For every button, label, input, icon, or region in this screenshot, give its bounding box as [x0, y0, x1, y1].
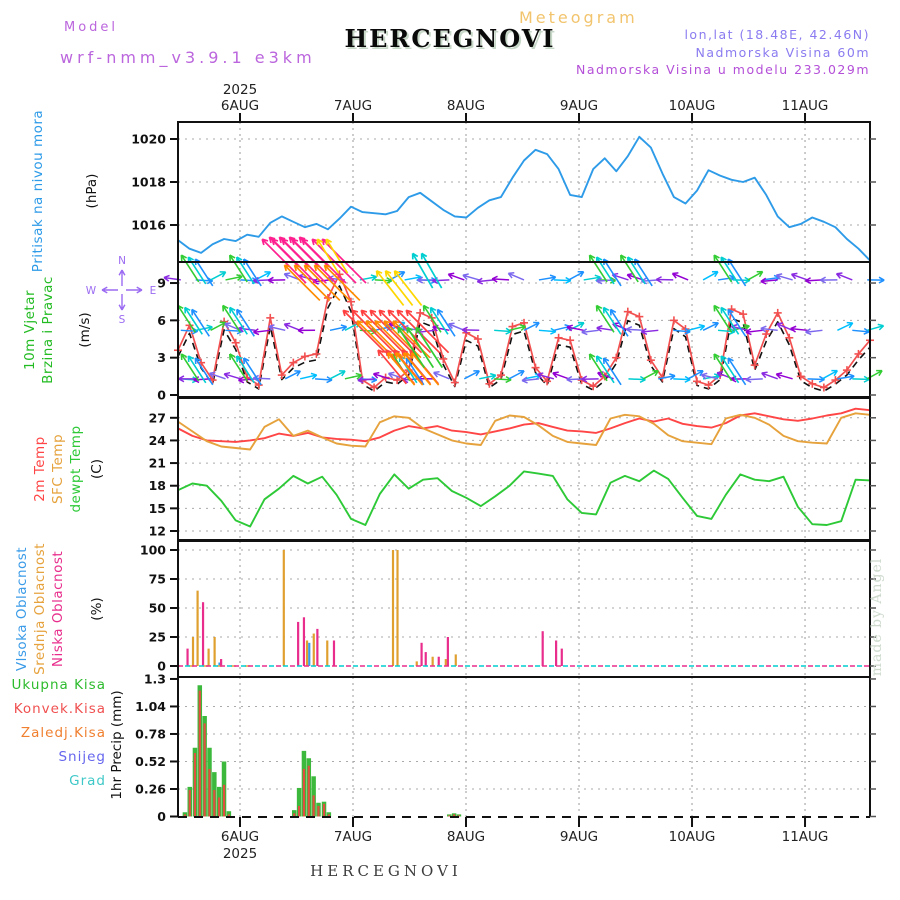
- wind-direction-arrow: [626, 327, 643, 333]
- y-tick-label: 21: [148, 455, 166, 471]
- bottom-axis-day-label: 6AUG: [220, 829, 260, 845]
- compass-west-arrow: [102, 287, 118, 293]
- compass-south-arrow: [119, 294, 125, 310]
- elevation-info: Nadmorska Visina 60m: [695, 45, 870, 60]
- station-title: HERCEGNOVI: [344, 24, 556, 53]
- wind-direction-arrow: [330, 325, 347, 331]
- wind-direction-arrow: [330, 371, 345, 379]
- y-tick-label: 50: [148, 600, 166, 616]
- bottom-axis-year-label: 2025: [222, 846, 258, 862]
- wind-direction-arrow: [718, 275, 735, 281]
- wind-direction-arrow: [434, 372, 450, 379]
- wind-direction-arrow: [852, 376, 869, 382]
- wind-direction-arrow: [433, 325, 450, 331]
- wind-direction-arrow: [448, 273, 464, 280]
- wind-direction-arrow: [211, 272, 226, 280]
- lonlat-info: lon,lat (18.48E, 42.46N): [684, 27, 870, 42]
- pressure-panel-border: [178, 122, 870, 262]
- top-axis-day-label: 6AUG: [220, 98, 260, 114]
- wind-gust-arrow: [352, 310, 394, 352]
- wind-direction-arrow: [569, 272, 584, 280]
- wind-direction-arrow: [492, 276, 509, 282]
- wind-direction-arrow: [539, 328, 556, 334]
- y-tick-label: 24: [148, 432, 166, 448]
- wind-direction-arrow: [508, 273, 524, 280]
- y-tick-label: 18: [148, 478, 166, 494]
- wind-direction-arrow: [582, 376, 599, 382]
- wind-direction-arrow: [224, 373, 240, 379]
- y-tick-label: 15: [148, 500, 166, 516]
- wind-direction-arrow: [805, 278, 822, 284]
- cloud-high-label: Vlsoka Oblacnost: [14, 546, 30, 672]
- footer-station-title: HERCEGNOVI: [310, 862, 462, 880]
- wind-direction-arrow: [494, 328, 511, 334]
- top-axis-year-label: 2025: [222, 82, 258, 98]
- cloud-mid-label: Srednja Oblacnost: [32, 543, 48, 675]
- wind-direction-arrow: [748, 272, 763, 280]
- wind-direction-arrow: [582, 329, 599, 335]
- wind-direction-arrow: [776, 373, 792, 379]
- y-tick-label: 0: [157, 658, 166, 674]
- wind-direction-arrow: [298, 328, 315, 334]
- compass-east-label: E: [149, 285, 157, 297]
- y-tick-label: 6: [157, 312, 166, 328]
- wind-direction-arrow: [539, 275, 556, 281]
- y-tick-label: 9: [157, 275, 166, 291]
- temp-sfc-label: SFC Temp: [50, 433, 66, 505]
- y-tick-label: 3: [157, 350, 166, 366]
- compass-south-label: S: [118, 314, 126, 326]
- wind-direction-arrow: [628, 377, 645, 383]
- temp-dewpt-label: dewpt Temp: [68, 425, 84, 513]
- wind-direction-arrow: [464, 371, 479, 379]
- top-axis-day-label: 8AUG: [446, 98, 486, 114]
- wind-direction-arrow: [673, 377, 690, 383]
- cloud-unit-label: (%): [89, 597, 105, 621]
- wind-direction-arrow: [688, 325, 704, 331]
- y-tick-label: 27: [148, 410, 166, 426]
- watermark: made by Angel: [869, 557, 885, 677]
- cloud-panel-border: [178, 541, 870, 677]
- wind-direction-arrow: [553, 372, 569, 379]
- wind-direction-arrow: [746, 329, 763, 335]
- cloud-low-label: Niska Oblacnost: [50, 550, 66, 668]
- model-elevation-info: Nadmorska Visina u modelu 233.029m: [576, 62, 870, 77]
- compass-east-arrow: [126, 287, 142, 293]
- wind-direction-arrow: [641, 329, 658, 335]
- bottom-axis-day-label: 11AUG: [781, 829, 829, 845]
- y-tick-label: 100: [139, 542, 166, 558]
- wind-direction-arrow: [762, 372, 778, 379]
- wind-direction-arrow: [462, 327, 479, 333]
- wind-direction-arrow: [284, 323, 300, 330]
- precip-legend-konvek: Konvek.Kisa: [13, 701, 106, 717]
- wind-direction-arrow: [837, 323, 852, 331]
- wind-direction-arrow: [656, 277, 673, 283]
- y-tick-label: 12: [148, 523, 166, 539]
- top-axis-day-label: 10AUG: [668, 98, 716, 114]
- precip-panel-border: [178, 677, 870, 817]
- wind-direction-arrow: [808, 376, 825, 382]
- pressure-unit-label: (hPa): [84, 173, 100, 209]
- wind-direction-arrow: [432, 278, 449, 284]
- bottom-axis-day-label: 8AUG: [446, 829, 486, 845]
- wind-gust-arrow: [343, 310, 385, 352]
- precip-unit-label: 1hr Precip (mm): [109, 690, 125, 800]
- wind-direction-arrow: [672, 273, 688, 280]
- compass-north-label: N: [118, 255, 126, 267]
- temp-unit-label: (C): [89, 459, 105, 479]
- wind-direction-arrow: [820, 277, 837, 283]
- wind-direction-arrow: [463, 274, 479, 280]
- y-tick-label: 1.3: [143, 671, 166, 687]
- wind-direction-arrow: [643, 371, 658, 379]
- wind-direction-arrow: [509, 371, 524, 379]
- wind-direction-arrow: [477, 278, 494, 284]
- y-tick-label: 0: [157, 809, 166, 824]
- top-axis-day-label: 7AUG: [333, 98, 373, 114]
- wind-direction-arrow: [806, 329, 823, 335]
- temp-2m-line: [178, 409, 870, 442]
- top-axis-day-label: 11AUG: [781, 98, 829, 114]
- wind-direction-arrow: [315, 377, 332, 383]
- bottom-axis-day-label: 9AUG: [559, 829, 599, 845]
- wind-panel-title-1: 10m Vjetar: [22, 289, 38, 371]
- y-tick-label: 1.04: [135, 698, 166, 714]
- y-tick-label: 0: [157, 387, 166, 403]
- y-tick-label: 75: [148, 571, 166, 587]
- precip-legend-zaledj: Zaledj.Kisa: [20, 725, 106, 741]
- bottom-axis-day-label: 7AUG: [333, 829, 373, 845]
- wind-direction-arrow: [852, 328, 869, 334]
- wind-direction-arrow: [554, 278, 571, 284]
- model-name: wrf-nmm_v3.9.1 e3km: [60, 48, 316, 67]
- wind-panel-title-2: Brzina i Pravac: [40, 276, 56, 384]
- wind-unit-label: (m/s): [77, 312, 93, 348]
- wind-direction-arrow: [300, 373, 317, 379]
- y-tick-label: 1016: [131, 217, 166, 233]
- wind-direction-arrow: [269, 325, 286, 331]
- model-label: Model: [64, 20, 119, 35]
- temp-sfc-line: [178, 413, 870, 449]
- wind-direction-arrow: [268, 277, 285, 283]
- wind-direction-arrow: [285, 371, 300, 379]
- wind-direction-arrow: [703, 272, 718, 280]
- wind-direction-arrow: [239, 326, 256, 332]
- precip-legend-ukupna: Ukupna Kisa: [11, 677, 106, 693]
- y-tick-label: 1020: [131, 131, 166, 147]
- top-axis-day-label: 9AUG: [559, 98, 599, 114]
- wind-direction-arrow: [718, 328, 735, 334]
- wind-direction-arrow: [345, 373, 362, 379]
- wind-direction-arrow: [703, 323, 718, 331]
- bottom-axis-day-label: 10AUG: [668, 829, 716, 845]
- temp-dewpt-line: [178, 471, 870, 527]
- wind-direction-arrow: [746, 377, 763, 383]
- wind-direction-arrow: [731, 376, 748, 382]
- wind-direction-arrow: [373, 373, 389, 379]
- y-tick-label: 0.78: [135, 726, 166, 742]
- y-tick-label: 25: [148, 629, 166, 645]
- temp-panel-border: [178, 398, 870, 540]
- pressure-line: [178, 137, 870, 261]
- compass-west-label: W: [85, 285, 97, 297]
- y-tick-label: 0.52: [135, 753, 166, 769]
- wind-direction-arrow: [226, 275, 243, 281]
- precip-legend-snijeg: Snijeg: [58, 749, 106, 765]
- y-tick-label: 1018: [131, 174, 166, 190]
- page-title: Meteogram: [519, 8, 638, 27]
- temp-2m-label: 2m Temp: [32, 436, 48, 502]
- wind-direction-arrow: [836, 273, 852, 280]
- compass-north-arrow: [119, 270, 125, 286]
- pressure-panel-title: Pritisak na nivou mora: [30, 109, 46, 273]
- y-tick-label: 0.26: [135, 781, 166, 797]
- precip-legend-grad: Grad: [69, 773, 106, 789]
